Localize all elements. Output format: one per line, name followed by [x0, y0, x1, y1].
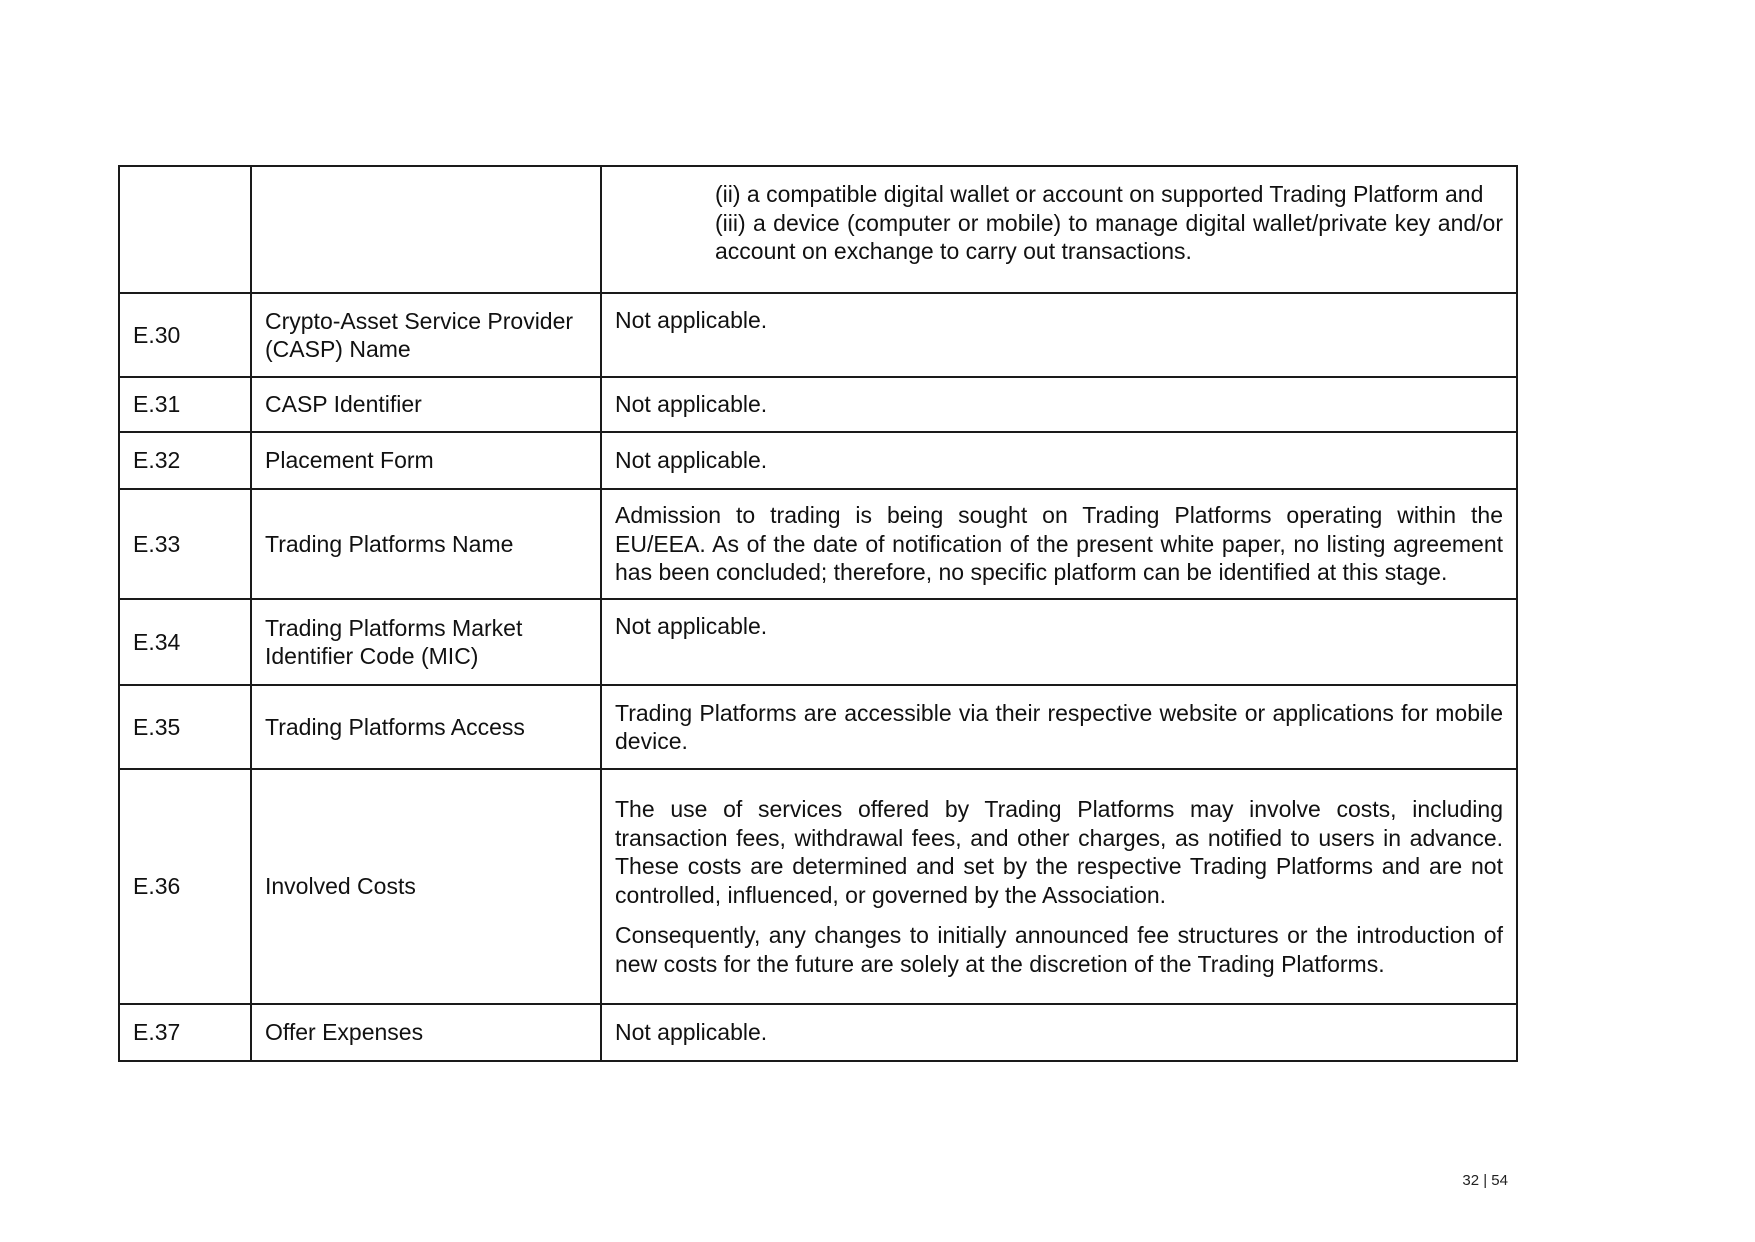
cell-desc-continuation — [601, 166, 1517, 293]
row-description: Not applicable. — [601, 1004, 1517, 1061]
row-description: Not applicable. — [601, 599, 1517, 685]
page-number: 32 | 54 — [1462, 1172, 1508, 1189]
row-field-name: Crypto-Asset Service Provider (CASP) Name — [251, 293, 601, 377]
continuation-line-ii: (ii) a compatible digital wallet or account on supported Trading Platform and — [715, 181, 1484, 207]
continuation-line-iii: (iii) a device (computer or mobile) to manage digital wallet/private key and/or account on exchange to carry out transactions. — [715, 209, 1503, 264]
table-row — [119, 599, 1517, 685]
row-id: E.37 — [119, 1004, 251, 1061]
description-paragraph: Consequently, any changes to initially announced fee structures or the introduction of new costs for the future are solely at the discretion of the Trading Platforms. — [615, 922, 1503, 977]
row-field-name: Trading Platforms Access — [251, 685, 601, 769]
row-description: Trading Platforms are accessible via their respective website or applications for mobile device. — [601, 685, 1517, 769]
cell-name-empty — [251, 166, 601, 293]
table-row — [119, 377, 1517, 432]
row-field-name: Offer Expenses — [251, 1004, 601, 1061]
row-id: E.36 — [119, 769, 251, 1004]
row-field-name: Placement Form — [251, 432, 601, 489]
row-field-name: CASP Identifier — [251, 377, 601, 432]
row-id: E.35 — [119, 685, 251, 769]
cell-id-empty — [119, 166, 251, 293]
table-row — [119, 293, 1517, 377]
row-field-name: Involved Costs — [251, 769, 601, 1004]
row-description — [601, 769, 1517, 1004]
row-id: E.31 — [119, 377, 251, 432]
white-paper-table — [118, 165, 1518, 1062]
row-id: E.30 — [119, 293, 251, 377]
row-id: E.32 — [119, 432, 251, 489]
table-row-continuation — [119, 166, 1517, 293]
table-row — [119, 432, 1517, 489]
table-row — [119, 685, 1517, 769]
table-row — [119, 769, 1517, 1004]
table-row — [119, 489, 1517, 599]
row-field-name: Trading Platforms Name — [251, 489, 601, 599]
description-paragraph: The use of services offered by Trading Platforms may involve costs, including transaction fees, withdrawal fees, and other charges, as notified to users in advance. These costs are determined and set by the respective Trading Platforms and are not controlled, influenced, or governed by the Association. — [615, 796, 1503, 908]
table-row — [119, 1004, 1517, 1061]
row-description: Not applicable. — [601, 377, 1517, 432]
row-description: Not applicable. — [601, 432, 1517, 489]
row-id: E.33 — [119, 489, 251, 599]
row-field-name: Trading Platforms Market Identifier Code (MIC) — [251, 599, 601, 685]
row-description: Not applicable. — [601, 293, 1517, 377]
row-id: E.34 — [119, 599, 251, 685]
row-description: Admission to trading is being sought on Trading Platforms operating within the EU/EEA. As of the date of notification of the present white paper, no listing agreement has been concluded; therefore, no specific platform can be identified at this stage. — [601, 489, 1517, 599]
